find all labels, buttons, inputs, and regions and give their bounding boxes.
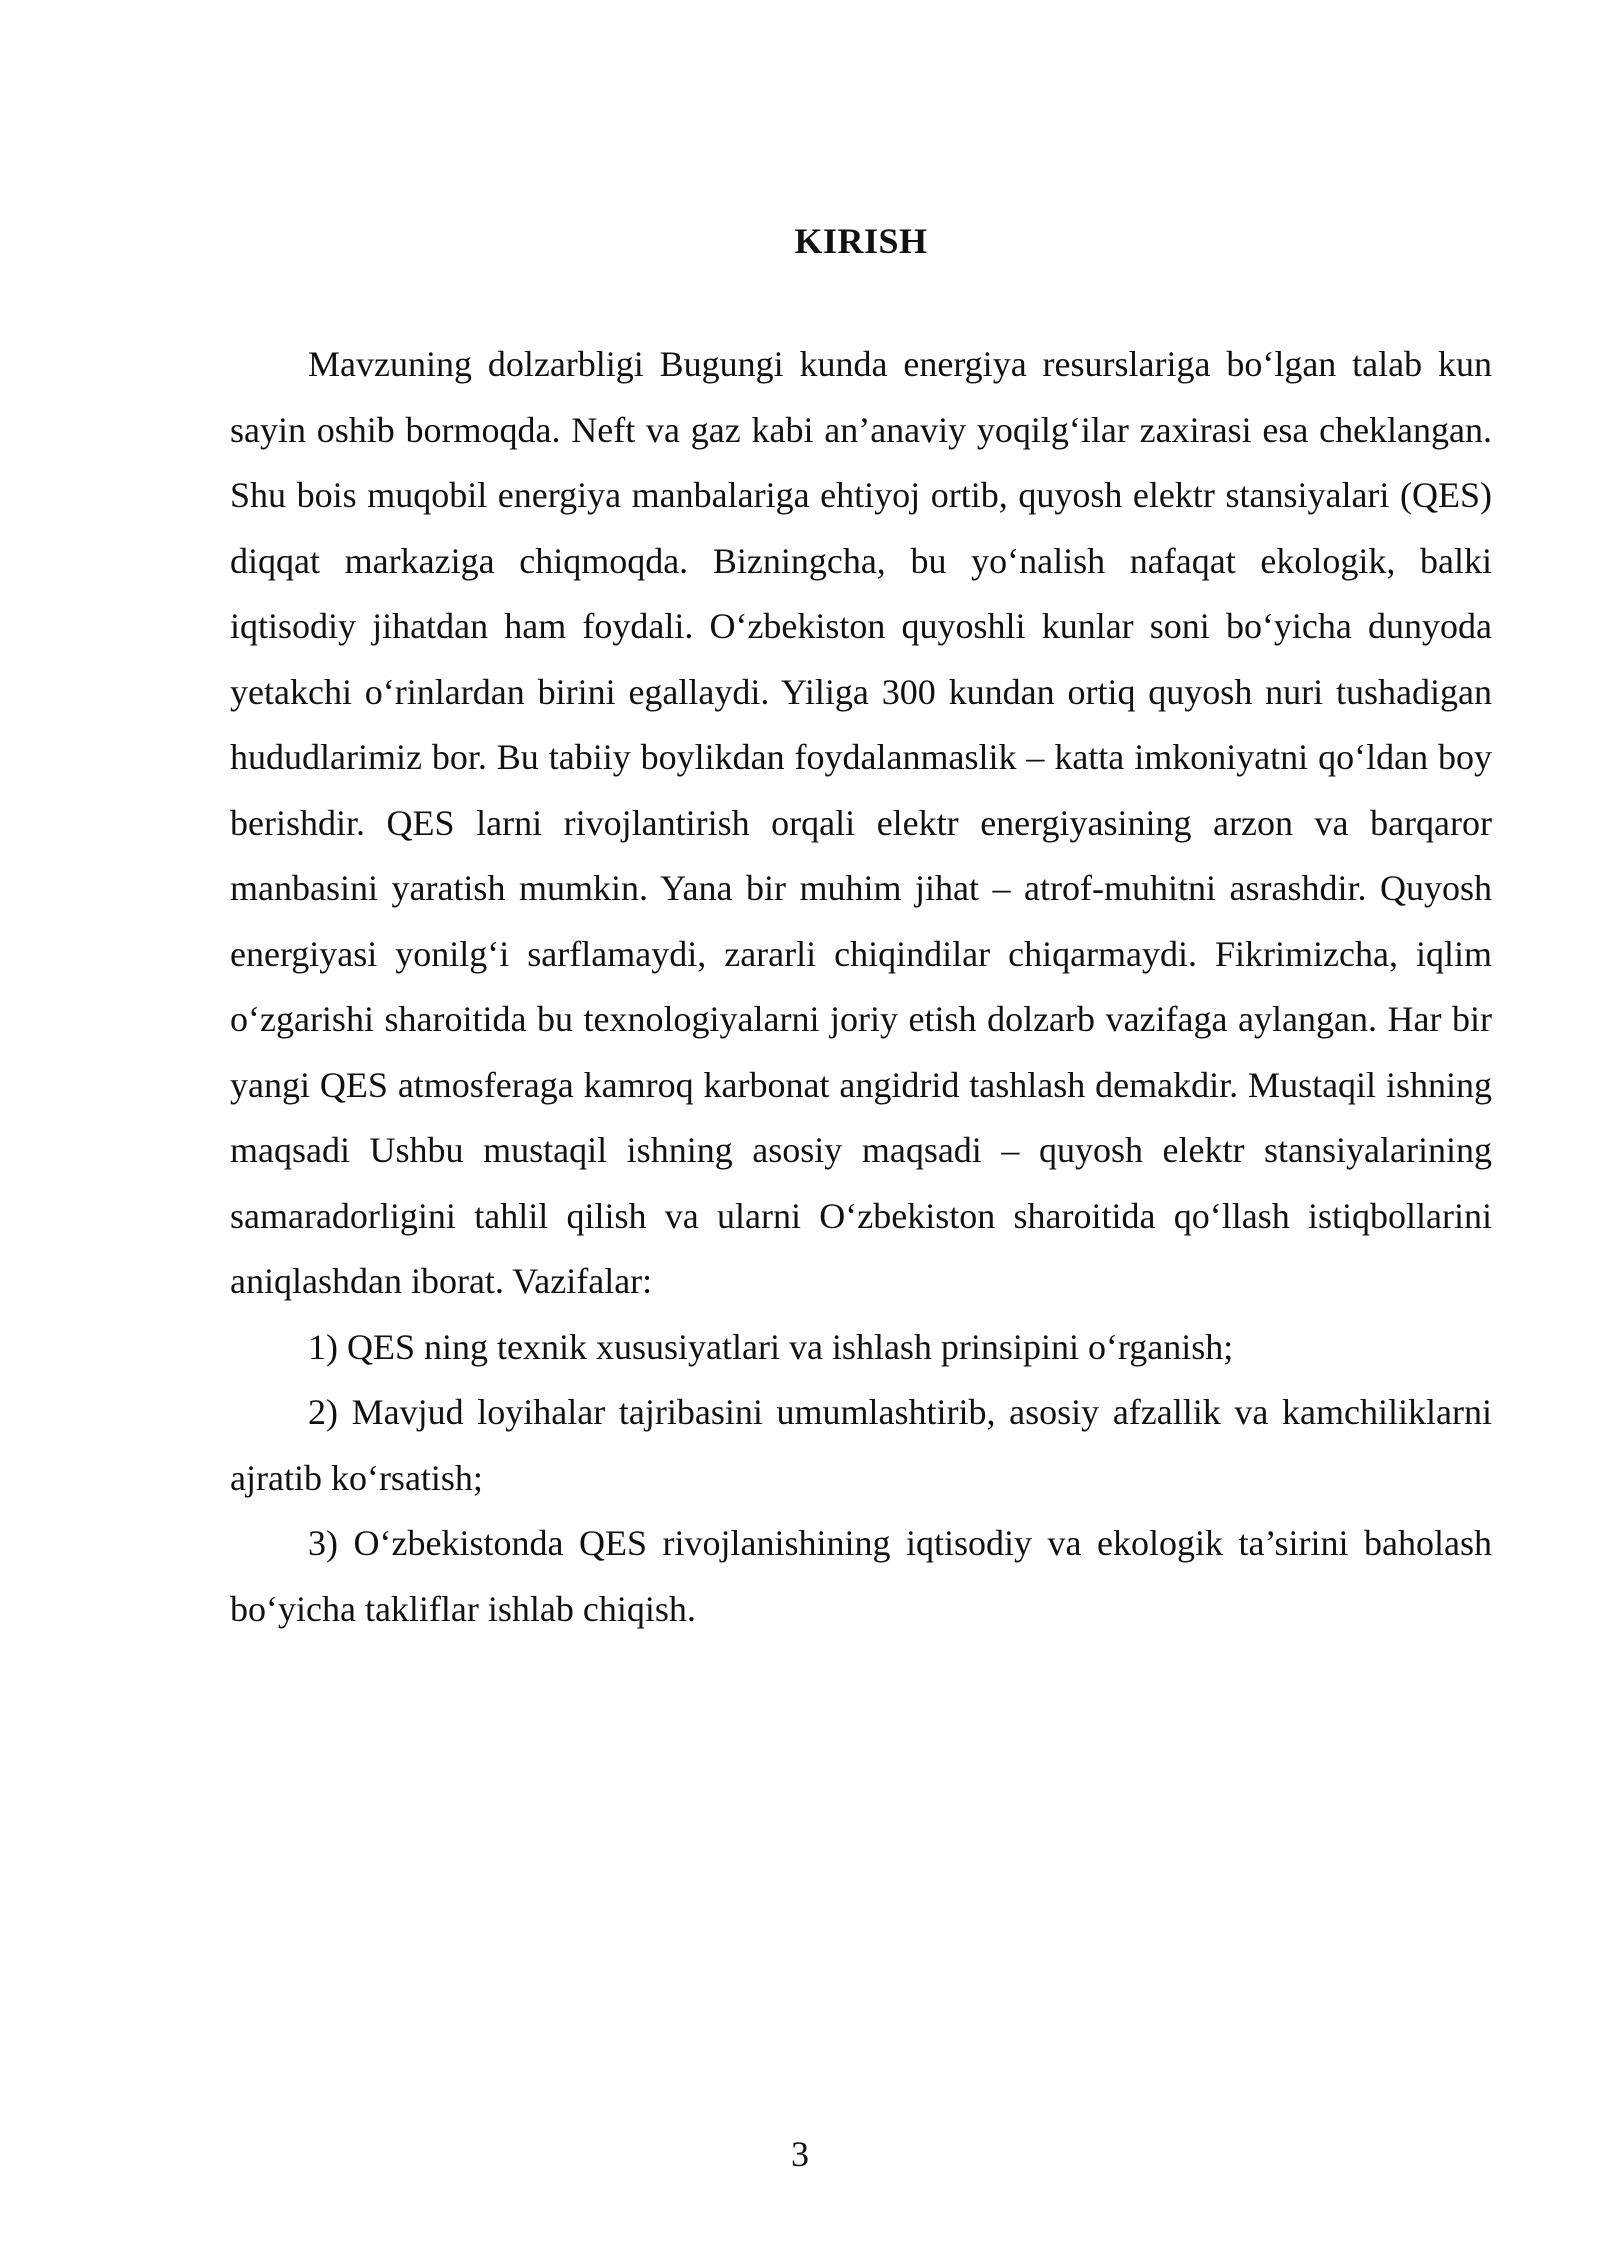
task-item-1: 1) QES ning texnik xususiyatlari va ishlash prinsipini o‘rganish; [308,1326,1234,1367]
intro-paragraph: Mavzuning dolzarbligi Bugungi kunda energiya resurslariga bo‘lgan talab kun sayin oshib bormoqda. Neft va gaz kabi an’anaviy yoqilg‘ilar zaxirasi esa cheklangan. Shu bois muqobil energiya manbalariga ehtiyoj ortib, quyosh elektr stansiyalari (QES) diqqat markaziga chiqmoqda. Bizningcha, bu yo‘nalish nafaqat ekologik, balki iqtisodiy jihatdan ham foydali. O‘zbekiston quyoshli kunlar soni bo‘yicha dunyoda yetakchi o‘rinlardan birini egallaydi. Yiliga 300 kundan ortiq quyosh nuri tushadigan hududlarimiz bor. Bu tabiiy boylikdan foydalanmaslik – katta imkoniyatni qo‘ldan boy berishdir. QES larni rivojlantirish orqali elektr energiyasining arzon va barqaror manbasini yaratish mumkin. Yana bir muhim jihat – atrof-muhitni asrashdir. Quyosh energiyasi yonilg‘i sarflamaydi, zararli chiqindilar chiqarmaydi. Fikrimizcha, iqlim o‘zgarishi sharoitida bu texnologiyalarni joriy etish dolzarb vazifaga aylangan. Har bir yangi QES atmosferaga kamroq karbonat angidrid tashlash demakdir. Mustaqil ishning maqsadi Ushbu mustaqil ishning asosiy maqsadi – quyosh elektr stansiyalarining samaradorligini tahlil qilish va ularni O‘zbekiston sharoitida qo‘llash istiqbollarini aniqlashdan iborat. Vazifalar: [230,344,1492,1301]
task-item-3: 3) O‘zbekistonda QES rivojlanishining iqtisodiy va ekologik ta’sirini baholash bo‘yicha takliflar ishlab chiqish. [230,1523,1492,1629]
page-number: 3 [791,2134,809,2174]
task-item-2: 2) Mavjud loyihalar tajribasini umumlashtirib, asosiy afzallik va kamchiliklarni ajratib ko‘rsatish; [230,1392,1492,1498]
page-content [230,212,1492,1642]
section-title: KIRISH [794,221,928,261]
